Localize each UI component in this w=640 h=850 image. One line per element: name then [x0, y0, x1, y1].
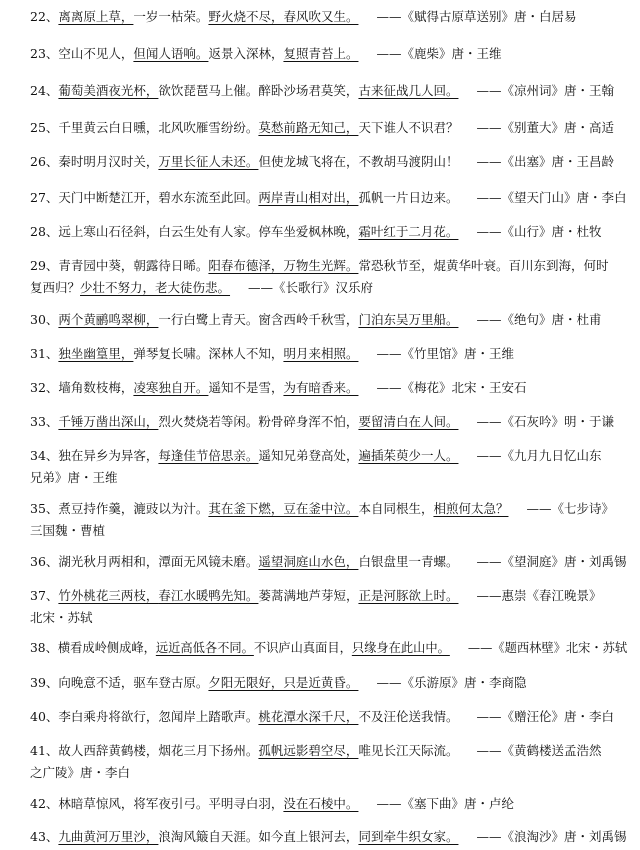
poem-source: ——《赠汪伦》唐・李白 [476, 709, 614, 724]
verse-text: 弹琴复长啸。深林人不知， [133, 346, 284, 361]
verse-text: 李白乘舟将欲行，忽闻岸上踏歌声。 [58, 709, 259, 724]
underlined-verse: 独坐幽篁里， [58, 346, 134, 361]
underlined-verse: 野火烧不尽，春风吹又生。 [208, 9, 359, 24]
entry-number: 31、 [30, 346, 59, 361]
verse-text: 向晚意不适，驱车登古原。 [58, 675, 209, 690]
underlined-verse: 要留清白在人间。 [358, 414, 459, 429]
underlined-verse: 同到牵牛织女家。 [358, 829, 459, 844]
poem-entry-34 [30, 445, 612, 489]
verse-text: 不及汪伦送我情。 [358, 709, 459, 724]
verse-text: 一行白鹭上青天。窗含西岭千秋雪， [158, 312, 359, 327]
poem-entry-33 [30, 411, 612, 433]
underlined-verse: 夕阳无限好，只是近黄昏。 [208, 675, 359, 690]
verse-text: 唯见长江天际流。 [358, 743, 459, 758]
underlined-verse: 遥望洞庭山水色， [258, 554, 359, 569]
poem-source: ——《赋得古原草送别》唐・白居易 [376, 9, 577, 24]
verse-text: 遥知不是雪， [208, 380, 284, 395]
underlined-verse: 葡萄美酒夜光杯， [58, 83, 159, 98]
underlined-verse: 莫愁前路无知己， [258, 120, 359, 135]
underlined-verse: 没在石棱中。 [283, 796, 359, 811]
underlined-verse: 竹外桃花三两枝， [58, 588, 159, 603]
verse-text: 不识庐山真面目， [253, 641, 352, 655]
underlined-verse: 萁在釜下燃，豆在釜中泣。 [208, 501, 359, 516]
verse-text: 独在异乡为异客， [58, 448, 159, 463]
verse-text: 浪淘风簸自天涯。如今直上银河去， [158, 829, 359, 844]
verse-text: 常恐秋节至，焜黄华叶衰。百川东到海，何时复西归？ [30, 258, 609, 295]
underlined-verse: 只缘身在此山中。 [351, 641, 450, 655]
verse-text: 遥知兄弟登高处， [258, 448, 359, 463]
underlined-verse: 离离原上草， [58, 9, 134, 24]
verse-text: 本自同根生， [358, 501, 434, 516]
underlined-verse: 门泊东吴万里船。 [358, 312, 459, 327]
poem-source: ——《石灰吟》明・于谦 [476, 414, 614, 429]
poem-source: ——《梅花》北宋・王安石 [376, 380, 527, 395]
underlined-verse: 万里长征人未还。 [158, 154, 259, 169]
poem-entry-35 [30, 498, 612, 542]
poem-source: ——《竹里馆》唐・王维 [376, 346, 514, 361]
underlined-verse: 遍插茱萸少一人。 [358, 448, 459, 463]
verse-text: 天下谁人不识君？ [358, 120, 459, 135]
poem-source: ——《塞下曲》唐・卢纶 [376, 796, 514, 811]
poem-entry-24 [30, 80, 612, 102]
entry-number: 30、 [30, 312, 59, 327]
poem-entry-36 [30, 551, 627, 573]
entry-number: 26、 [30, 154, 59, 169]
entry-number: 36、 [30, 554, 59, 569]
verse-text: 蒌蒿满地芦芽短， [258, 588, 359, 603]
entry-number: 33、 [30, 414, 59, 429]
poem-source: ——《长歌行》汉乐府 [248, 280, 374, 295]
entry-number: 39、 [30, 675, 59, 690]
underlined-verse: 明月来相照。 [283, 346, 359, 361]
poem-source: ——《别董大》唐・高适 [476, 120, 614, 135]
entry-number: 40、 [30, 709, 59, 724]
underlined-verse: 少壮不努力，老大徒伤悲。 [80, 280, 231, 295]
verse-text: 但使龙城飞将在，不教胡马渡阴山！ [258, 154, 459, 169]
poem-entry-26 [30, 151, 612, 173]
entry-number: 32、 [30, 380, 59, 395]
verse-text: 秦时明月汉时关， [58, 154, 159, 169]
entry-number: 43、 [30, 829, 59, 844]
underlined-verse: 阳春布德泽，万物生光辉。 [208, 258, 359, 273]
poem-entry-22 [30, 6, 612, 28]
entry-number: 37、 [30, 588, 59, 603]
poem-source: ——《望洞庭》唐・刘禹锡 [476, 554, 627, 569]
entry-number: 29、 [30, 258, 59, 273]
underlined-verse: 九曲黄河万里沙， [58, 829, 159, 844]
poem-entry-27 [30, 187, 627, 209]
underlined-verse: 千锤万凿出深山， [58, 414, 159, 429]
poem-entry-42 [30, 793, 612, 815]
verse-text: 墙角数枝梅， [58, 380, 134, 395]
poem-source: ——《出塞》唐・王昌龄 [476, 154, 614, 169]
entry-number: 23、 [30, 46, 59, 61]
verse-text: 孤帆一片日边来。 [358, 190, 459, 205]
verse-text: 青青园中葵，朝露待日晞。 [58, 258, 209, 273]
verse-text: 远上寒山石径斜，白云生处有人家。停车坐爱枫林晚， [58, 224, 359, 239]
underlined-verse: 远近高低各不同。 [155, 641, 254, 655]
underlined-verse: 相煎何太急？ [433, 501, 509, 516]
poem-source: ——惠崇《春江晚景》北宋・苏轼 [30, 588, 602, 625]
underlined-verse: 复照青苔上。 [283, 46, 359, 61]
underlined-verse: 为有暗香来。 [283, 380, 359, 395]
poem-source: ——《凉州词》唐・王翰 [476, 83, 614, 98]
poem-entry-30 [30, 309, 612, 331]
poem-source: ——《黄鹤楼送孟浩然之广陵》唐・李白 [30, 743, 602, 780]
underlined-verse: 两个黄鹂鸣翠柳， [58, 312, 159, 327]
underlined-verse: 孤帆远影碧空尽， [258, 743, 359, 758]
entry-number: 24、 [30, 83, 59, 98]
poem-source: ——《绝句》唐・杜甫 [476, 312, 602, 327]
underlined-verse: 春江水暖鸭先知。 [158, 588, 259, 603]
verse-text: 林暗草惊风，将军夜引弓。平明寻白羽， [58, 796, 284, 811]
entry-number: 41、 [30, 743, 59, 758]
verse-text: 空山不见人， [58, 46, 134, 61]
underlined-verse: 凌寒独自开。 [133, 380, 209, 395]
verse-text: 煮豆持作羹，漉豉以为汁。 [58, 501, 209, 516]
poem-entry-32 [30, 377, 612, 399]
verse-text: 烈火焚烧若等闲。粉骨碎身浑不怕， [158, 414, 359, 429]
poem-entry-25 [30, 117, 612, 139]
underlined-verse: 霜叶红于二月花。 [358, 224, 459, 239]
poem-source: ——《鹿柴》唐・王维 [376, 46, 502, 61]
verse-text: 千里黄云白日曛，北风吹雁雪纷纷。 [58, 120, 259, 135]
underlined-verse: 古来征战几人回。 [358, 83, 459, 98]
poem-entry-31 [30, 343, 612, 365]
verse-text: 天门中断楚江开，碧水东流至此回。 [58, 190, 259, 205]
underlined-verse: 两岸青山相对出， [258, 190, 359, 205]
poem-entry-41 [30, 740, 612, 784]
entry-number: 34、 [30, 448, 59, 463]
poem-entry-38 [30, 637, 628, 659]
entry-number: 27、 [30, 190, 59, 205]
underlined-verse: 但闻人语响。 [133, 46, 209, 61]
poem-entry-23 [30, 43, 612, 65]
poem-source: ——《望天门山》唐・李白 [476, 190, 627, 205]
poem-source: ——《山行》唐・杜牧 [476, 224, 602, 239]
verse-text: 欲饮琵琶马上催。醉卧沙场君莫笑， [158, 83, 359, 98]
poem-source: ——《乐游原》唐・李商隐 [376, 675, 527, 690]
poem-entry-28 [30, 221, 612, 243]
entry-number: 28、 [30, 224, 59, 239]
poem-source: ——《浪淘沙》唐・刘禹锡 [476, 829, 627, 844]
poem-source: ——《九月九日忆山东兄弟》唐・王维 [30, 448, 602, 485]
entry-number: 42、 [30, 796, 59, 811]
underlined-verse: 桃花潭水深千尺， [258, 709, 359, 724]
verse-text: 横看成岭侧成峰， [57, 641, 156, 655]
poem-entry-43 [30, 826, 627, 848]
entry-number: 38、 [30, 641, 58, 655]
underlined-verse: 每逢佳节倍思亲。 [158, 448, 259, 463]
entry-number: 25、 [30, 120, 59, 135]
poem-source: ——《七步诗》三国魏・曹植 [30, 501, 608, 538]
poem-entry-40 [30, 706, 612, 728]
poem-entry-39 [30, 672, 612, 694]
underlined-verse: 正是河豚欲上时。 [358, 588, 459, 603]
verse-text: 白银盘里一青螺。 [358, 554, 459, 569]
verse-text: 故人西辞黄鹤楼，烟花三月下扬州。 [58, 743, 259, 758]
entry-number: 22、 [30, 9, 59, 24]
verse-text: 湖光秋月两相和，潭面无风镜未磨。 [58, 554, 259, 569]
poem-entry-29 [30, 255, 612, 299]
entry-number: 35、 [30, 501, 59, 516]
poem-source: ——《题西林壁》北宋・苏轼 [467, 641, 628, 655]
verse-text: 一岁一枯荣。 [133, 9, 209, 24]
verse-text: 返景入深林， [208, 46, 284, 61]
poem-entry-37 [30, 585, 612, 629]
